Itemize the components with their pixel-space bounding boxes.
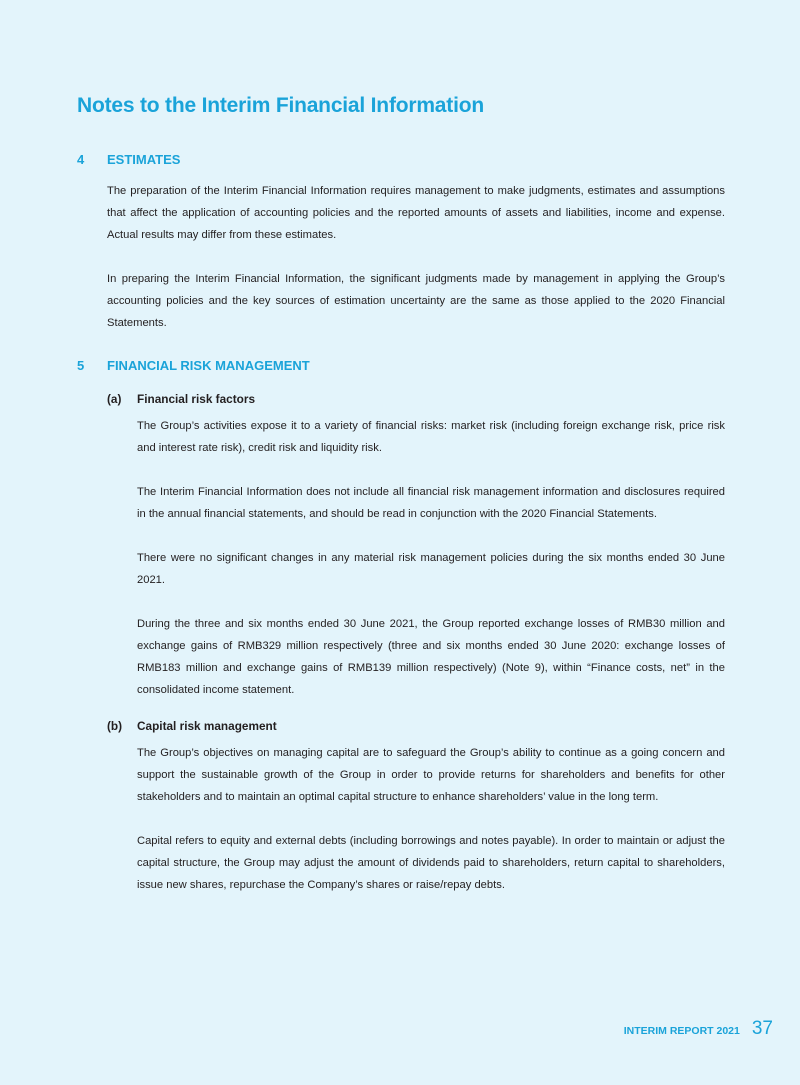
paragraph: The Group’s objectives on managing capital are to safeguard the Group’s ability to continue as a going concern and support the sustainable growth of the Group in order to provide returns for shareholders and benefits for other stakeholders and to maintain an optimal capital structure to enhance shareholders’ value in the long term. [137,747,725,803]
section-title: FINANCIAL RISK MANAGEMENT [107,358,310,373]
report-name: INTERIM REPORT 2021 [623,1025,740,1037]
paragraph: Capital refers to equity and external debts (including borrowings and notes payable). In order to maintain or adjust the capital structure, the Group may adjust the amount of dividends paid to shareholders, return capital to shareholders, issue new shares, repurchase the Company’s shares or raise/repay debts. [137,835,725,891]
section-heading [77,152,725,168]
section-number: 4 [77,152,85,167]
subsection-letter: (b) [107,719,123,733]
page-footer [624,1018,773,1040]
paragraph: The preparation of the Interim Financial Information requires management to make judgments, estimates and assumptions that affect the application of accounting policies and the reported amounts of assets and liabilities, income and expense. Actual results may differ from these estimates. [107,185,725,241]
paragraph: In preparing the Interim Financial Information, the significant judgments made by management in applying the Group’s accounting policies and the key sources of estimation uncertainty are the same as those applied to the 2020 Financial Statements. [107,273,725,329]
page-number: 37 [751,1018,773,1039]
paragraph: During the three and six months ended 30 June 2021, the Group reported exchange losses of RMB30 million and exchange gains of RMB329 million respectively (three and six months ended 30 June 2020: exchange losses of RMB183 million and exchange gains of RMB139 million respectively) (Note 9), within “Finance costs, net” in the consolidated income statement. [137,618,725,696]
subsection-letter: (a) [107,392,122,406]
paragraph: The Interim Financial Information does not include all financial risk management information and disclosures required in the annual financial statements, and should be read in conjunction with the 2020 Financial Statements. [137,486,725,520]
section-estimates [77,152,725,334]
subsection-title: Capital risk management [137,719,277,733]
subsection-title: Financial risk factors [137,392,256,406]
subsection-heading [107,718,725,734]
page-title: Notes to the Interim Financial Information [77,94,484,117]
paragraph: The Group’s activities expose it to a variety of financial risks: market risk (including foreign exchange risk, price risk and interest rate risk), credit risk and liquidity risk. [137,420,725,454]
section-title: ESTIMATES [107,152,181,167]
section-heading [77,358,725,374]
subsection-heading [107,391,725,407]
section-financial-risk-management [77,358,725,896]
paragraph: There were no significant changes in any material risk management policies during the six months ended 30 June 2021. [137,552,725,586]
section-number: 5 [77,358,85,373]
